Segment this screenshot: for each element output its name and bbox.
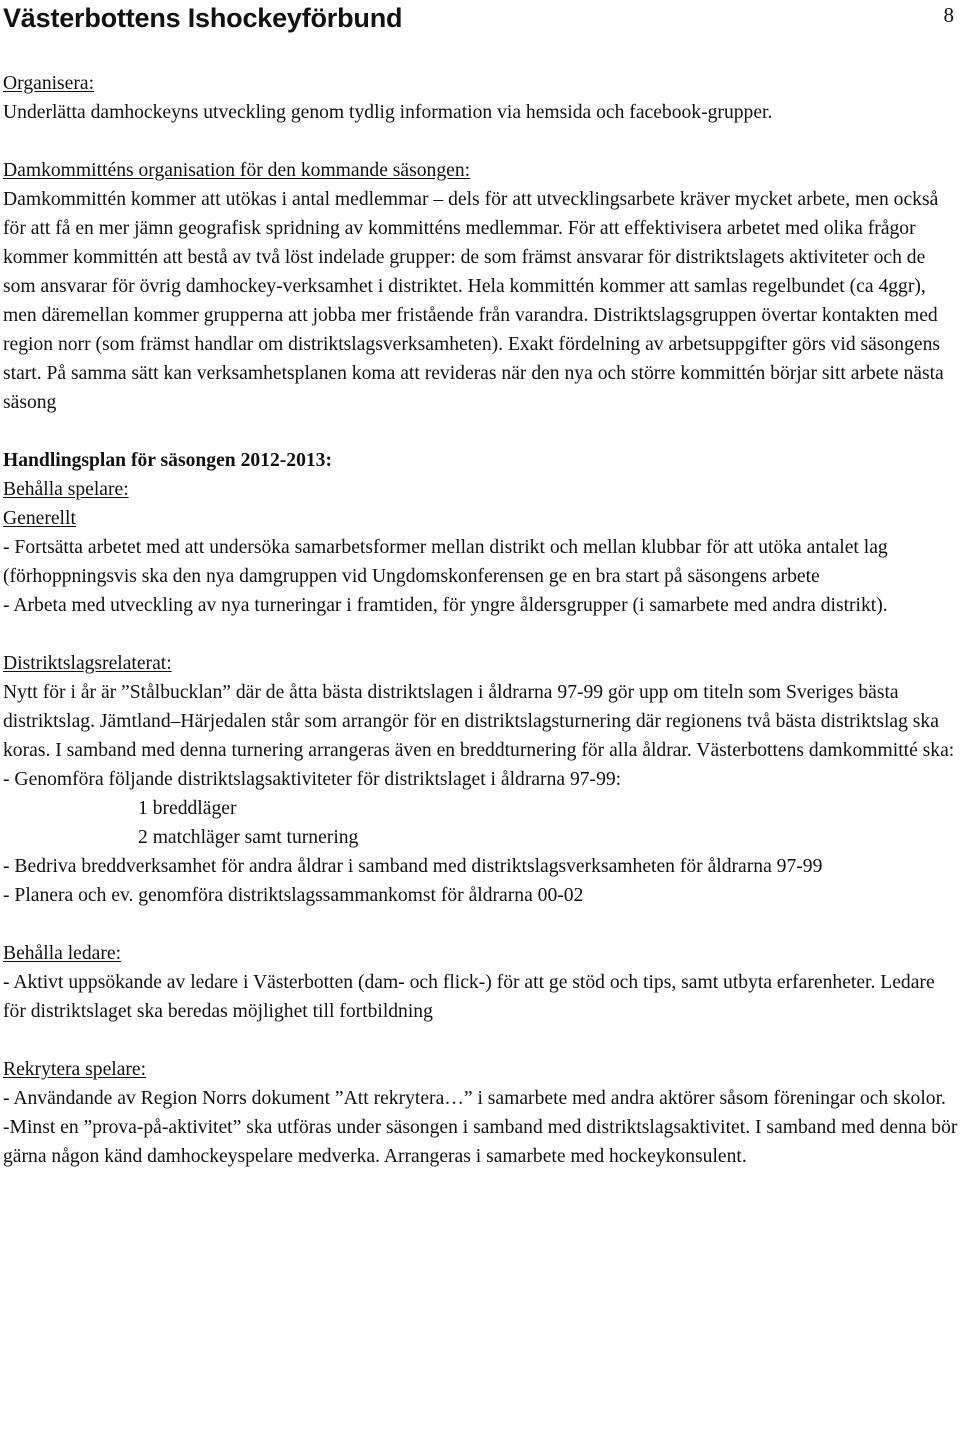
spacer (3, 417, 958, 446)
behalla-spelare-heading: Behålla spelare: (3, 479, 129, 500)
distriktslag-text: Nytt för i år är ”Stålbucklan” där de åtta bästa distriktslagen i åldrarna 97-99 gör upp om titeln som Sveriges bästa distriktslag. Jämtland–Härjedalen står som arrangör för en distriktslagsturnering där regionens två bästa distriktslag ska koras. I samband med denna turnering arrangeras även en breddturnering för alla åldrar. Västerbottens damkommitté ska: (3, 682, 955, 761)
rekrytera-item: -Minst en ”prova-på-aktivitet” ska utföras under säsongen i samband med distriktslagsaktivitet. I samband med denna bör gärna någon känd damhockeyspelare medverka. Arrangeras i samarbete med hockeykonsulent. (3, 1117, 958, 1167)
distriktslag-sub-item: 1 breddläger (138, 798, 237, 819)
rekrytera-item: - Användande av Region Norrs dokument ”Att rekrytera…” i samarbete med andra aktörer såsom föreningar och skolor. (3, 1088, 946, 1109)
distriktslag-item: - Planera och ev. genomföra distriktslagssammankomst för åldrarna 00-02 (3, 885, 584, 906)
spacer (3, 127, 958, 156)
distriktslag-item: - Bedriva breddverksamhet för andra åldrar i samband med distriktslagsverksamheten för åldrarna 97-99 (3, 856, 823, 877)
rekrytera-heading: Rekrytera spelare: (3, 1059, 147, 1080)
page-number: 8 (943, 3, 954, 27)
spacer (3, 620, 958, 649)
organisation-text: Damkommittén kommer att utökas i antal medlemmar – dels för att utvecklingsarbete kräver mycket arbete, men också för att få en mer jämn geografisk spridning av kommitténs medlemmar. För att effektivisera arbetet med olika frågor kommer kommittén att bestå av två löst indelade grupper: de som främst ansvarar för distriktslagets aktiviteter och de som ansvarar för övrig damhockey-verksamhet i distriktet. Hela kommittén kommer att samlas regelbundet (ca 4ggr), men däremellan kommer grupperna att jobba mer fristående från varandra. Distriktslagsgruppen övertar kontakten med region norr (som främst handlar om distriktslagsverksamheten). Exakt fördelning av arbetsuppgifter görs vid säsongens start. På samma sätt kan verksamhetsplanen koma att revideras när den nya och större kommittén börjar sitt arbete nästa säsong (3, 189, 944, 413)
document-header-title: Västerbottens Ishockeyförbund (3, 3, 403, 33)
document-body (3, 69, 958, 1171)
generellt-item: - Arbeta med utveckling av nya turneringar i framtiden, för yngre åldersgrupper (i samarbete med andra distrikt). (3, 595, 888, 616)
organisera-text: Underlätta damhockeyns utveckling genom tydlig information via hemsida och facebook-grupper. (3, 102, 773, 123)
generellt-item: - Fortsätta arbetet med att undersöka samarbetsformer mellan distrikt och mellan klubbar för att utöka antalet lag (förhoppningsvis ska den nya damgruppen vid Ungdomskonferensen ge en bra start på säsongens arbete (3, 537, 888, 587)
behalla-ledare-heading: Behålla ledare: (3, 943, 122, 964)
behalla-ledare-text: - Aktivt uppsökande av ledare i Västerbotten (dam- och flick-) för att ge stöd och tips, samt utbyta erfarenheter. Ledare för distriktslaget ska beredas möjlighet till fortbildning (3, 972, 935, 1022)
generellt-heading: Generellt (3, 508, 76, 529)
handlingsplan-title: Handlingsplan för säsongen 2012-2013: (3, 450, 332, 471)
organisera-heading: Organisera: (3, 73, 95, 94)
distriktslag-item: - Genomföra följande distriktslagsaktiviteter för distriktslaget i åldrarna 97-99: (3, 769, 622, 790)
distriktslag-sub-item: 2 matchläger samt turnering (138, 827, 359, 848)
spacer (3, 910, 958, 939)
organisation-heading: Damkommitténs organisation för den kommande säsongen: (3, 160, 471, 181)
distriktslag-heading: Distriktslagsrelaterat: (3, 653, 172, 674)
spacer (3, 1026, 958, 1055)
